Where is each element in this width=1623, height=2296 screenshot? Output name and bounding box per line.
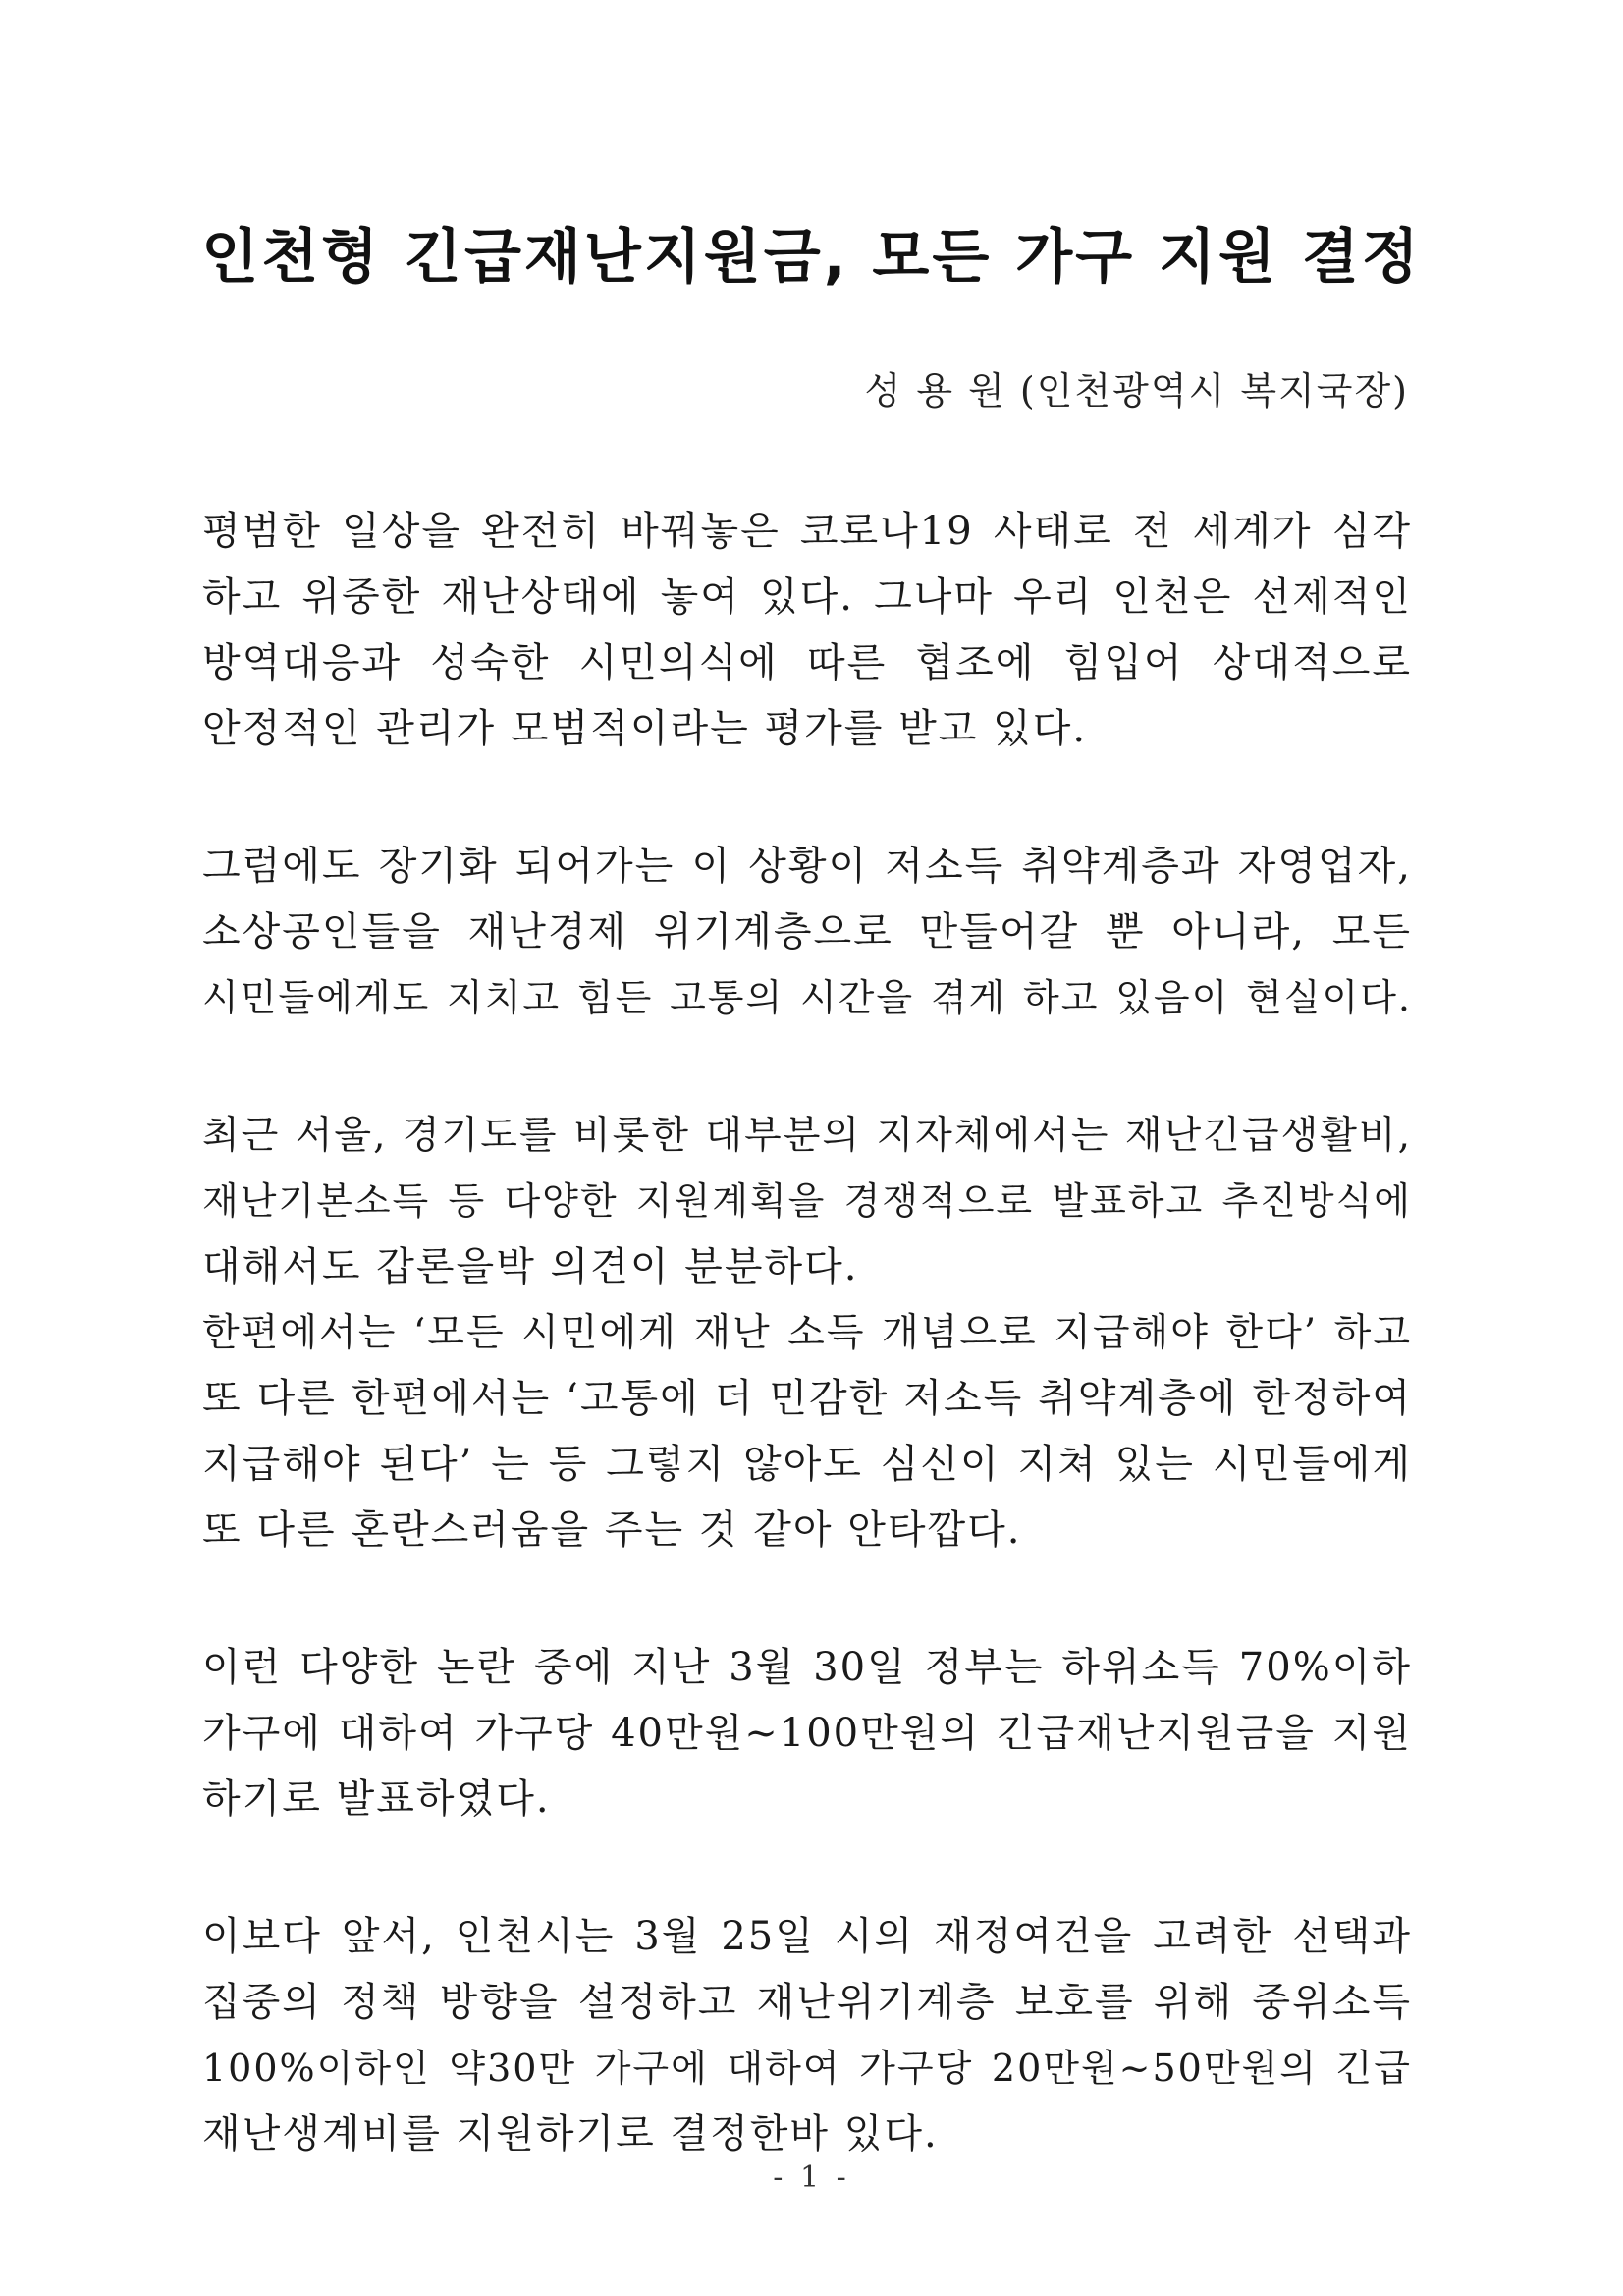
author-line: 성 용 원 (인천광역시 복지국장) bbox=[864, 369, 1409, 412]
page-number: - 1 - bbox=[773, 2160, 850, 2195]
text-line: 이보다 앞서, 인천시는 3월 25일 시의 재정여건을 고려한 선택과 bbox=[202, 1914, 1412, 1959]
text-line: 최근 서울, 경기도를 비롯한 대부분의 지자체에서는 재난긴급생활비, bbox=[202, 1114, 1412, 1158]
text-line: 시민들에게도 지치고 힘든 고통의 시간을 겪게 하고 있음이 현실이다. bbox=[202, 976, 1412, 1019]
paragraph bbox=[202, 499, 1412, 762]
text-line: 하고 위중한 재난상태에 놓여 있다. 그나마 우리 인천은 선제적인 bbox=[202, 574, 1412, 620]
text-line: 하기로 발표하였다. bbox=[202, 1777, 551, 1822]
text-line: 재난기본소득 등 다양한 지원계획을 경쟁적으로 발표하고 추진방식에 bbox=[202, 1179, 1412, 1223]
text-line: 또 다른 한편에서는 ‘고통에 더 민감한 저소득 취약계층에 한정하여 bbox=[202, 1376, 1412, 1421]
text-line: 또 다른 혼란스러움을 주는 것 같아 안타깝다. bbox=[202, 1507, 1022, 1553]
document-title: 인천형 긴급재난지원금, 모든 가구 지원 결정 bbox=[201, 223, 1422, 292]
text-line: 평범한 일상을 완전히 바꿔놓은 코로나19 사태로 전 세계가 심각 bbox=[202, 509, 1412, 554]
text-line: 대해서도 갑론을박 의견이 분분하다. bbox=[202, 1244, 859, 1289]
text-line: 지급해야 된다’ 는 등 그렇지 않아도 심신이 지쳐 있는 시민들에게 bbox=[202, 1442, 1412, 1487]
paragraph bbox=[202, 1300, 1412, 1563]
paragraph bbox=[202, 834, 1412, 1031]
text-line: 100%이하인 약30만 가구에 대하여 가구당 20만원~50만원의 긴급 bbox=[202, 2047, 1412, 2090]
text-line: 그럼에도 장기화 되어가는 이 상황이 저소득 취약계층과 자영업자, bbox=[202, 844, 1412, 889]
text-line: 가구에 대하여 가구당 40만원~100만원의 긴급재난지원금을 지원 bbox=[202, 1711, 1412, 1756]
paragraph bbox=[202, 1904, 1412, 2167]
paragraph bbox=[202, 1635, 1412, 1832]
text-line: 재난생계비를 지원하기로 결정한바 있다. bbox=[202, 2111, 939, 2157]
paragraph bbox=[202, 1103, 1412, 1300]
text-line: 집중의 정책 방향을 설정하고 재난위기계층 보호를 위해 중위소득 bbox=[202, 1980, 1412, 2025]
text-line: 방역대응과 성숙한 시민의식에 따른 협조에 힘입어 상대적으로 bbox=[202, 640, 1412, 685]
text-line: 이런 다양한 논란 중에 지난 3월 30일 정부는 하위소득 70%이하 bbox=[202, 1645, 1412, 1690]
text-line: 안정적인 관리가 모범적이라는 평가를 받고 있다. bbox=[202, 706, 1088, 751]
text-line: 소상공인들을 재난경제 위기계층으로 만들어갈 뿐 아니라, 모든 bbox=[202, 909, 1412, 955]
document-body bbox=[202, 499, 1412, 2167]
text-line: 한편에서는 ‘모든 시민에게 재난 소득 개념으로 지급해야 한다’ 하고 bbox=[202, 1311, 1412, 1355]
